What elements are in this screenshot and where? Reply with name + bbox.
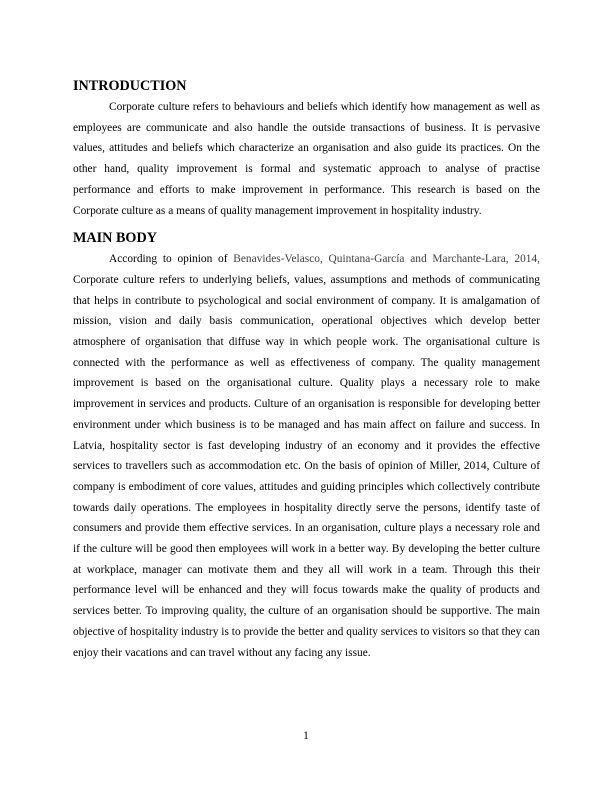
main-body-paragraph <box>73 249 540 663</box>
introduction-heading: INTRODUCTION <box>73 78 187 94</box>
document-page <box>73 76 540 663</box>
main-body-heading: MAIN BODY <box>73 230 157 247</box>
citation-link: Benavides-Velasco, Quintana-García and Marchante-Lara, 2014, <box>233 253 541 266</box>
page-number: 1 <box>303 730 309 742</box>
main-body-text: Corporate culture refers to underlying beliefs, values, assumptions and methods of communicating that helps in contribute to psychological and social environment of company. It is amalgamation of mission, vision and daily basis communication, operational objectives which develop better atmosphere of organisation that diffuse way in which people work. The organisational culture is connected with the performance as well as effectiveness of company. The quality management improvement is based on the organisational culture. Quality plays a necessary role to make improvement in services and products. Culture of an organisation is responsible for developing better environment under which business is to be managed and has main affect on failure and success. In Latvia, hospitality sector is fast developing industry of an economy and it provides the effective services to travellers such as accommodation etc. On the basis of opinion of Miller, 2014, Culture of company is embodiment of core values, attitudes and guiding principles which collectively contribute towards daily operations. The employees in hospitality directly serve the persons, identify taste of consumers and provide them effective services. In an organisation, culture plays a necessary role and if the culture will be good then employees will work in a better way. By developing the better culture at workplace, manager can motivate them and they all will work in a team. Through this their performance level will be enhanced and they will focus towards make the quality of products and services better. To improving quality, the culture of an organisation should be supportive. The main objective of hospitality industry is to provide the better and quality services to visitors so that they can enjoy their vacations and can travel without any facing any issue. <box>73 273 540 659</box>
introduction-paragraph: Corporate culture refers to behaviours and beliefs which identify how management as well as employees are communicate and also handle the outside transactions of business. It is pervasive values, attitudes and beliefs which characterize an organisation and also guide its practices. On the other hand, quality improvement is formal and systematic approach to analyse of practise performance and efforts to make improvement in performance. This research is based on the Corporate culture as a means of quality management improvement in hospitality industry. <box>73 101 540 217</box>
main-body-lead-in: According to opinion of <box>109 253 234 266</box>
